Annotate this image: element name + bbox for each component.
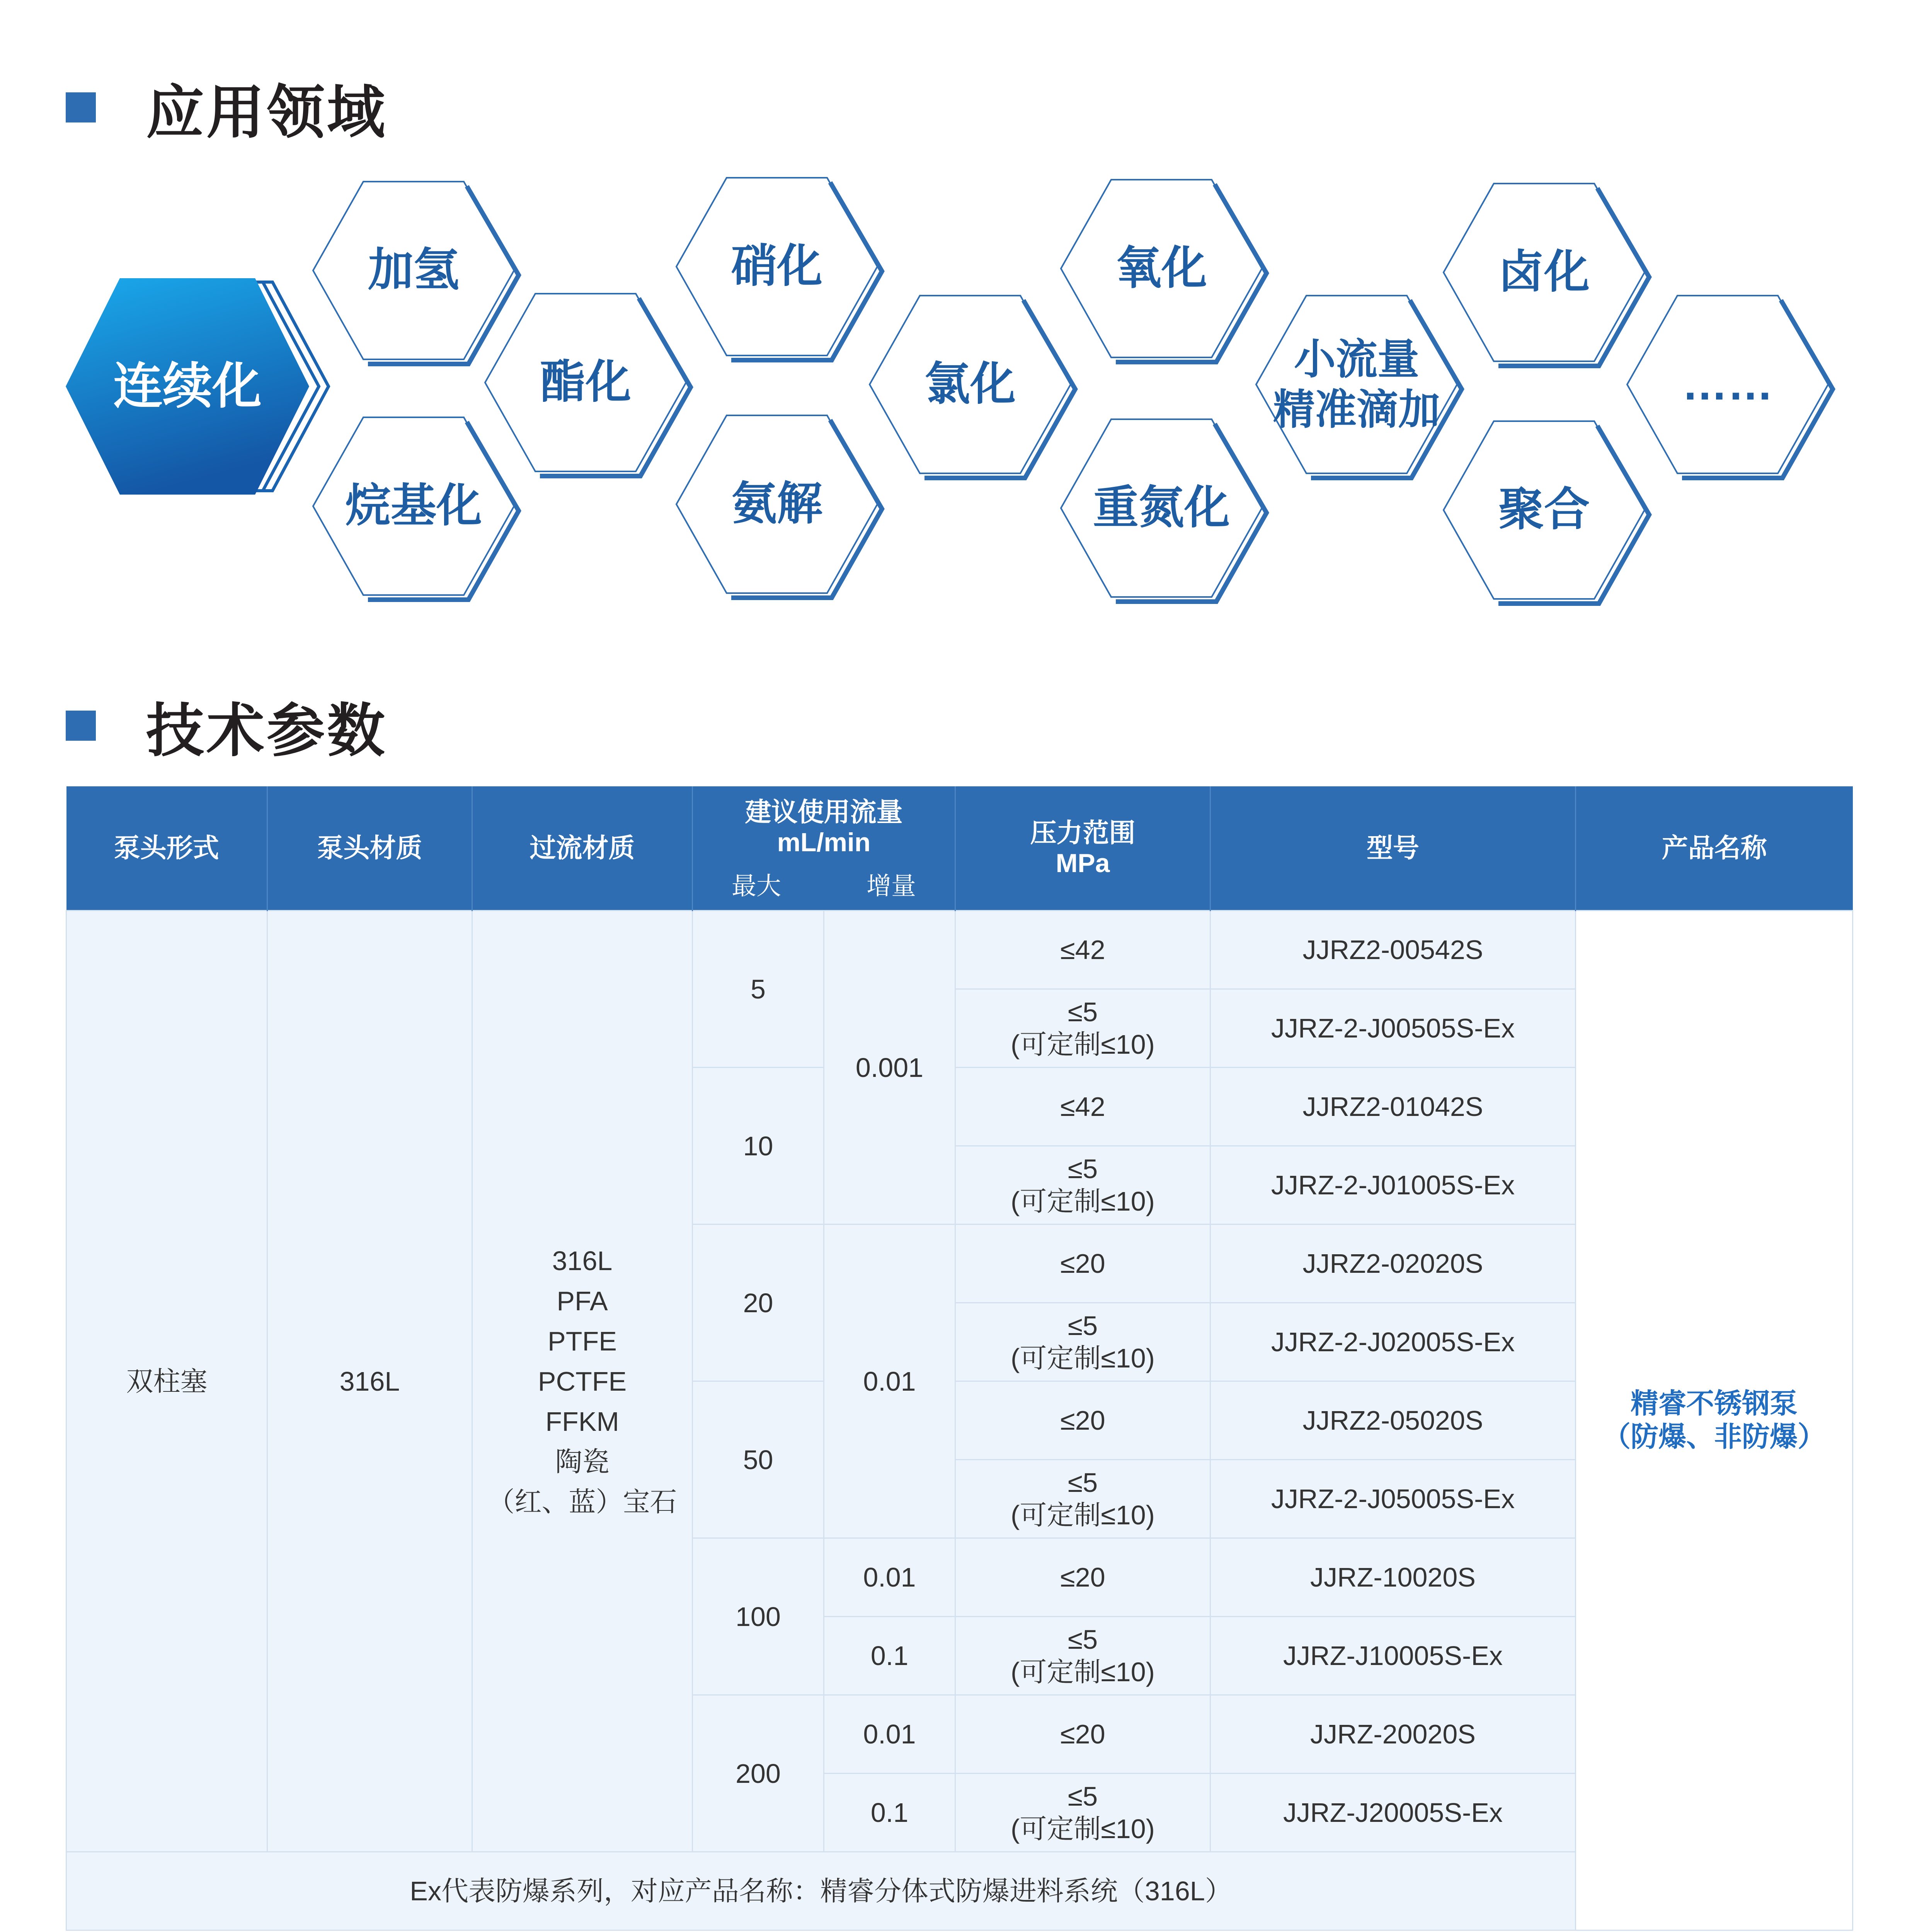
- model-cell: JJRZ-2-J01005S-Ex: [1210, 1146, 1576, 1225]
- model-cell: JJRZ-2-J00505S-Ex: [1210, 989, 1576, 1068]
- model-cell: JJRZ-10020S: [1210, 1538, 1576, 1617]
- max-flow-cell: 20: [693, 1225, 824, 1381]
- hex-item: [1061, 180, 1262, 357]
- hex-item: [1444, 421, 1645, 599]
- pressure-cell: ≤20: [955, 1538, 1210, 1617]
- pressure-cell: ≤20: [955, 1381, 1210, 1460]
- pressure-cell: ≤42: [955, 1068, 1210, 1146]
- hex-item: [870, 296, 1071, 473]
- col-pressure: 压力范围 MPa: [955, 786, 1210, 911]
- pressure-cell: ≤5 (可定制≤10): [955, 989, 1210, 1068]
- material-item: 陶瓷: [555, 1446, 609, 1477]
- hex-item-label: 硝化: [731, 241, 822, 292]
- col-flow: [693, 786, 955, 911]
- hex-item-label: 烷基化: [345, 480, 482, 532]
- footnote-cell: Ex代表防爆系列，对应产品名称：精睿分体式防爆进料系统（316L）: [66, 1852, 1576, 1930]
- pressure-cell: ≤5 (可定制≤10): [955, 1303, 1210, 1381]
- hex-main-label: 连续化: [113, 359, 262, 414]
- hex-item: [1444, 184, 1645, 361]
- hex-item-label: 卤化: [1498, 247, 1590, 298]
- hex-item: [485, 294, 686, 471]
- hex-item-label: 氯化: [924, 359, 1016, 410]
- model-cell: JJRZ-J20005S-Ex: [1210, 1774, 1576, 1852]
- col-flow-title: 建议使用流量 mL/min: [745, 798, 903, 857]
- increment-cell: 0.1: [824, 1774, 955, 1852]
- heading-square-icon: [66, 711, 96, 741]
- col-model: 型号: [1210, 786, 1576, 911]
- material-item: PFA: [557, 1286, 608, 1316]
- col-product: 产品名称: [1576, 786, 1853, 911]
- product-name-cell: 精睿不锈钢泵 （防爆、非防爆）: [1576, 911, 1853, 1930]
- col-wetted-material: 过流材质: [472, 786, 693, 911]
- hex-item: [1061, 419, 1262, 597]
- specs-table: [66, 786, 1853, 1931]
- material-item: FFKM: [545, 1406, 619, 1437]
- material-item: PTFE: [548, 1326, 617, 1356]
- hex-item-label: 酯化: [540, 357, 631, 408]
- hex-item-label: 聚合: [1498, 484, 1590, 536]
- material-item: PCTFE: [538, 1366, 627, 1396]
- applications-hexagons: [0, 0, 1917, 638]
- model-cell: JJRZ2-05020S: [1210, 1381, 1576, 1460]
- hex-item-label: 氧化: [1115, 243, 1207, 294]
- pressure-cell: ≤20: [955, 1225, 1210, 1303]
- hex-item-label: 小流量 精准滴加: [1273, 336, 1440, 433]
- hex-item: [1627, 296, 1828, 473]
- hex-item: [313, 182, 514, 359]
- model-cell: JJRZ2-02020S: [1210, 1225, 1576, 1303]
- max-flow-cell: 5: [693, 911, 824, 1068]
- hex-item: [676, 178, 877, 355]
- increment-cell: 0.1: [824, 1617, 955, 1695]
- table-row: [66, 911, 1853, 989]
- hex-main: [66, 278, 298, 495]
- pump-material-cell: 316L: [267, 911, 472, 1852]
- hex-item: [313, 417, 514, 595]
- pressure-cell: ≤42: [955, 911, 1210, 989]
- pressure-cell: ≤5 (可定制≤10): [955, 1617, 1210, 1695]
- model-cell: JJRZ-2-J05005S-Ex: [1210, 1460, 1576, 1538]
- increment-cell: 0.01: [824, 1695, 955, 1774]
- specs-title: 技术参数: [146, 698, 388, 763]
- material-item: （红、蓝）宝石: [487, 1486, 677, 1517]
- pressure-cell: ≤5 (可定制≤10): [955, 1146, 1210, 1225]
- increment-cell: 0.01: [824, 1538, 955, 1617]
- col-pump-material: 泵头材质: [267, 786, 472, 911]
- hex-item-label: 加氢: [368, 245, 459, 296]
- col-flow-increment: 增量: [867, 872, 916, 900]
- specs-heading: [66, 684, 387, 767]
- hex-item-label: ……: [1682, 359, 1773, 410]
- table-header-row: [66, 786, 1853, 911]
- material-item: 316L: [552, 1245, 613, 1276]
- max-flow-cell: 200: [693, 1695, 824, 1852]
- wetted-materials-cell: [472, 911, 693, 1852]
- model-cell: JJRZ-2-J02005S-Ex: [1210, 1303, 1576, 1381]
- max-flow-cell: 10: [693, 1068, 824, 1225]
- max-flow-cell: 100: [693, 1538, 824, 1695]
- hex-item-label: 重氮化: [1093, 482, 1230, 534]
- model-cell: JJRZ-20020S: [1210, 1695, 1576, 1774]
- col-pump-type: 泵头形式: [66, 786, 267, 911]
- increment-cell: 0.01: [824, 1225, 955, 1538]
- pressure-cell: ≤5 (可定制≤10): [955, 1774, 1210, 1852]
- col-flow-max: 最大: [732, 872, 781, 900]
- hex-item-label: 氨解: [731, 478, 822, 530]
- applications-title: 应用领域: [146, 80, 388, 145]
- pressure-cell: ≤5 (可定制≤10): [955, 1460, 1210, 1538]
- pressure-cell: ≤20: [955, 1695, 1210, 1774]
- hex-item: [676, 415, 877, 593]
- max-flow-cell: 50: [693, 1381, 824, 1538]
- hex-item: [1256, 296, 1457, 473]
- pump-type-cell: 双柱塞: [66, 911, 267, 1852]
- increment-cell: 0.001: [824, 911, 955, 1225]
- model-cell: JJRZ-J10005S-Ex: [1210, 1617, 1576, 1695]
- model-cell: JJRZ2-00542S: [1210, 911, 1576, 989]
- model-cell: JJRZ2-01042S: [1210, 1068, 1576, 1146]
